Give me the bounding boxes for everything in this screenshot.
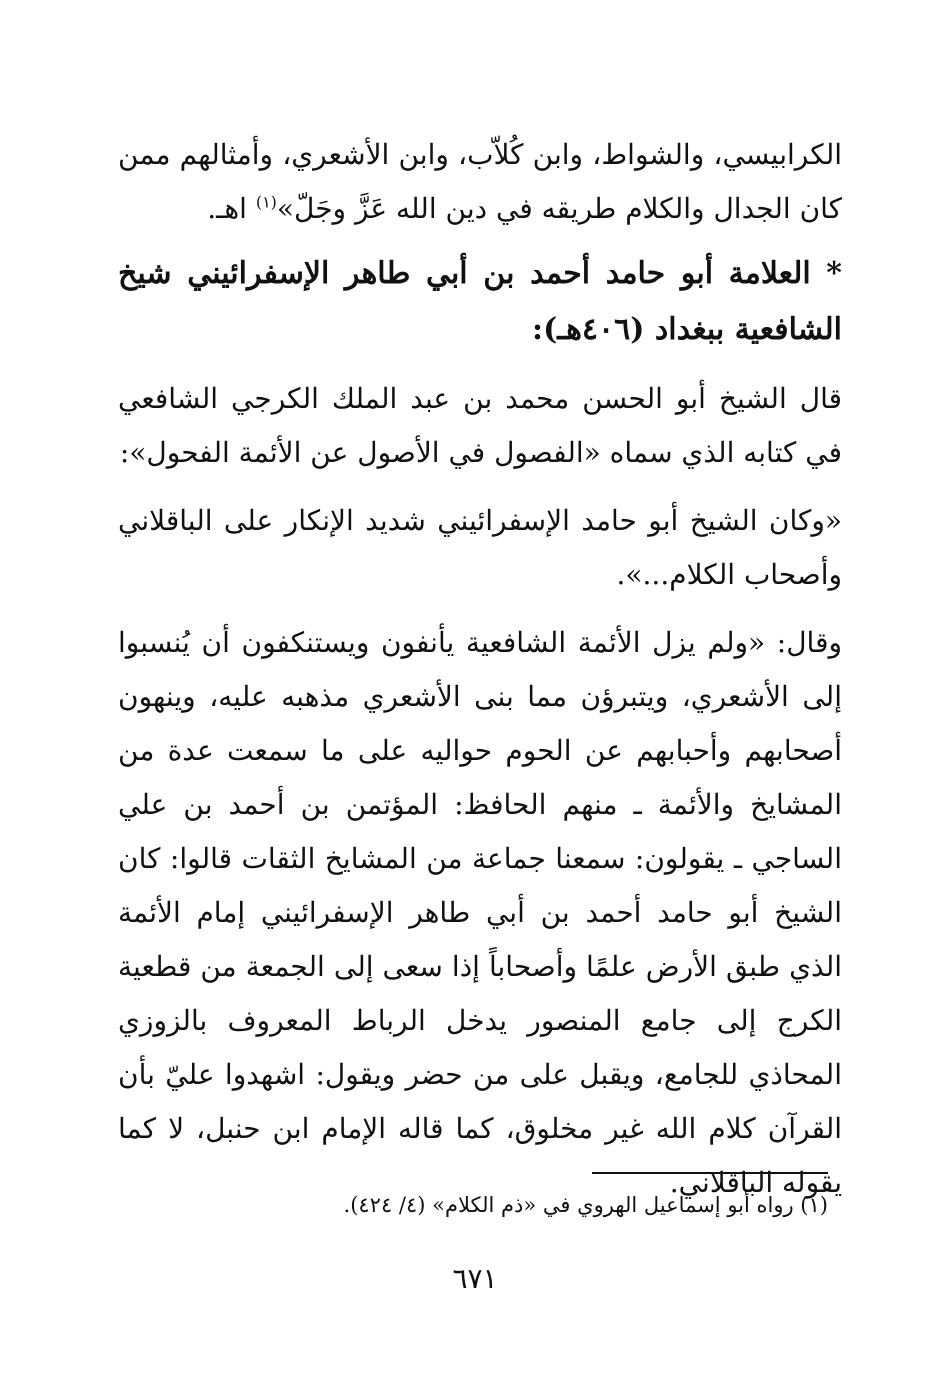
paragraph-text: الكرابيسي، والشواط، وابن كُلاّب، وابن الأشعري، وأمثالهم ممن كان الجدال والكلام طريقه في دين الله عَزَّ وجَلّ» (118, 138, 842, 225)
section-heading: * العلامة أبو حامد أحمد بن أبي طاهر الإسفرائيني شيخ الشافعية ببغداد (٤٠٦هـ): (118, 256, 842, 347)
paragraph-text-end: اهـ. (207, 192, 256, 225)
paragraph-intro: قال الشيخ أبو الحسن محمد بن عبد الملك الكرجي الشافعي في كتابه الذي سماه «الفصول في الأصول عن الأئمة الفحول»: (118, 382, 843, 469)
paragraph-main: وقال: «ولم يزل الأئمة الشافعية يأنفون ويستنكفون أن يُنسبوا إلى الأشعري، ويتبرؤن مما بنى الأشعري مذهبه عليه، وينهون أصحابهم وأحبابهم عن الحوم حواليه على ما سمعت عدة من المشايخ والأئمة ـ منهم الحافظ: المؤتمن بن أحمد بن علي الساجي ـ يقولون: سمعنا جماعة من المشايخ الثقات قالوا: كان الشيخ أبو حامد أحمد بن أبي طاهر الإسفرائيني إمام الأئمة الذي طبق الأرض علمًا وأصحاباً إذا سعى إلى الجمعة من قطعية الكرج إلى جامع المنصور يدخل الرباط المعروف بالزوزي المحاذي للجامع، ويقبل على من حضر ويقول: اشهدوا عليّ بأن القرآن كلام الله غير مخلوق، كما قاله الإمام ابن حنبل، لا كما يقوله الباقلاني. (118, 626, 842, 1199)
page-body (118, 128, 842, 1224)
footnote: (١) رواه أبو إسماعيل الهروي في «ذم الكلام» (٤/ ٤٢٤). (343, 1193, 828, 1217)
footnote-divider (592, 1172, 828, 1174)
paragraph-quote: «وكان الشيخ أبو حامد الإسفرائيني شديد الإنكار على الباقلاني وأصحاب الكلام...». (118, 504, 842, 591)
page-number: ٦٧١ (452, 1262, 498, 1295)
paragraph-continuation (118, 128, 842, 236)
footnote-reference: (١) (255, 192, 277, 212)
